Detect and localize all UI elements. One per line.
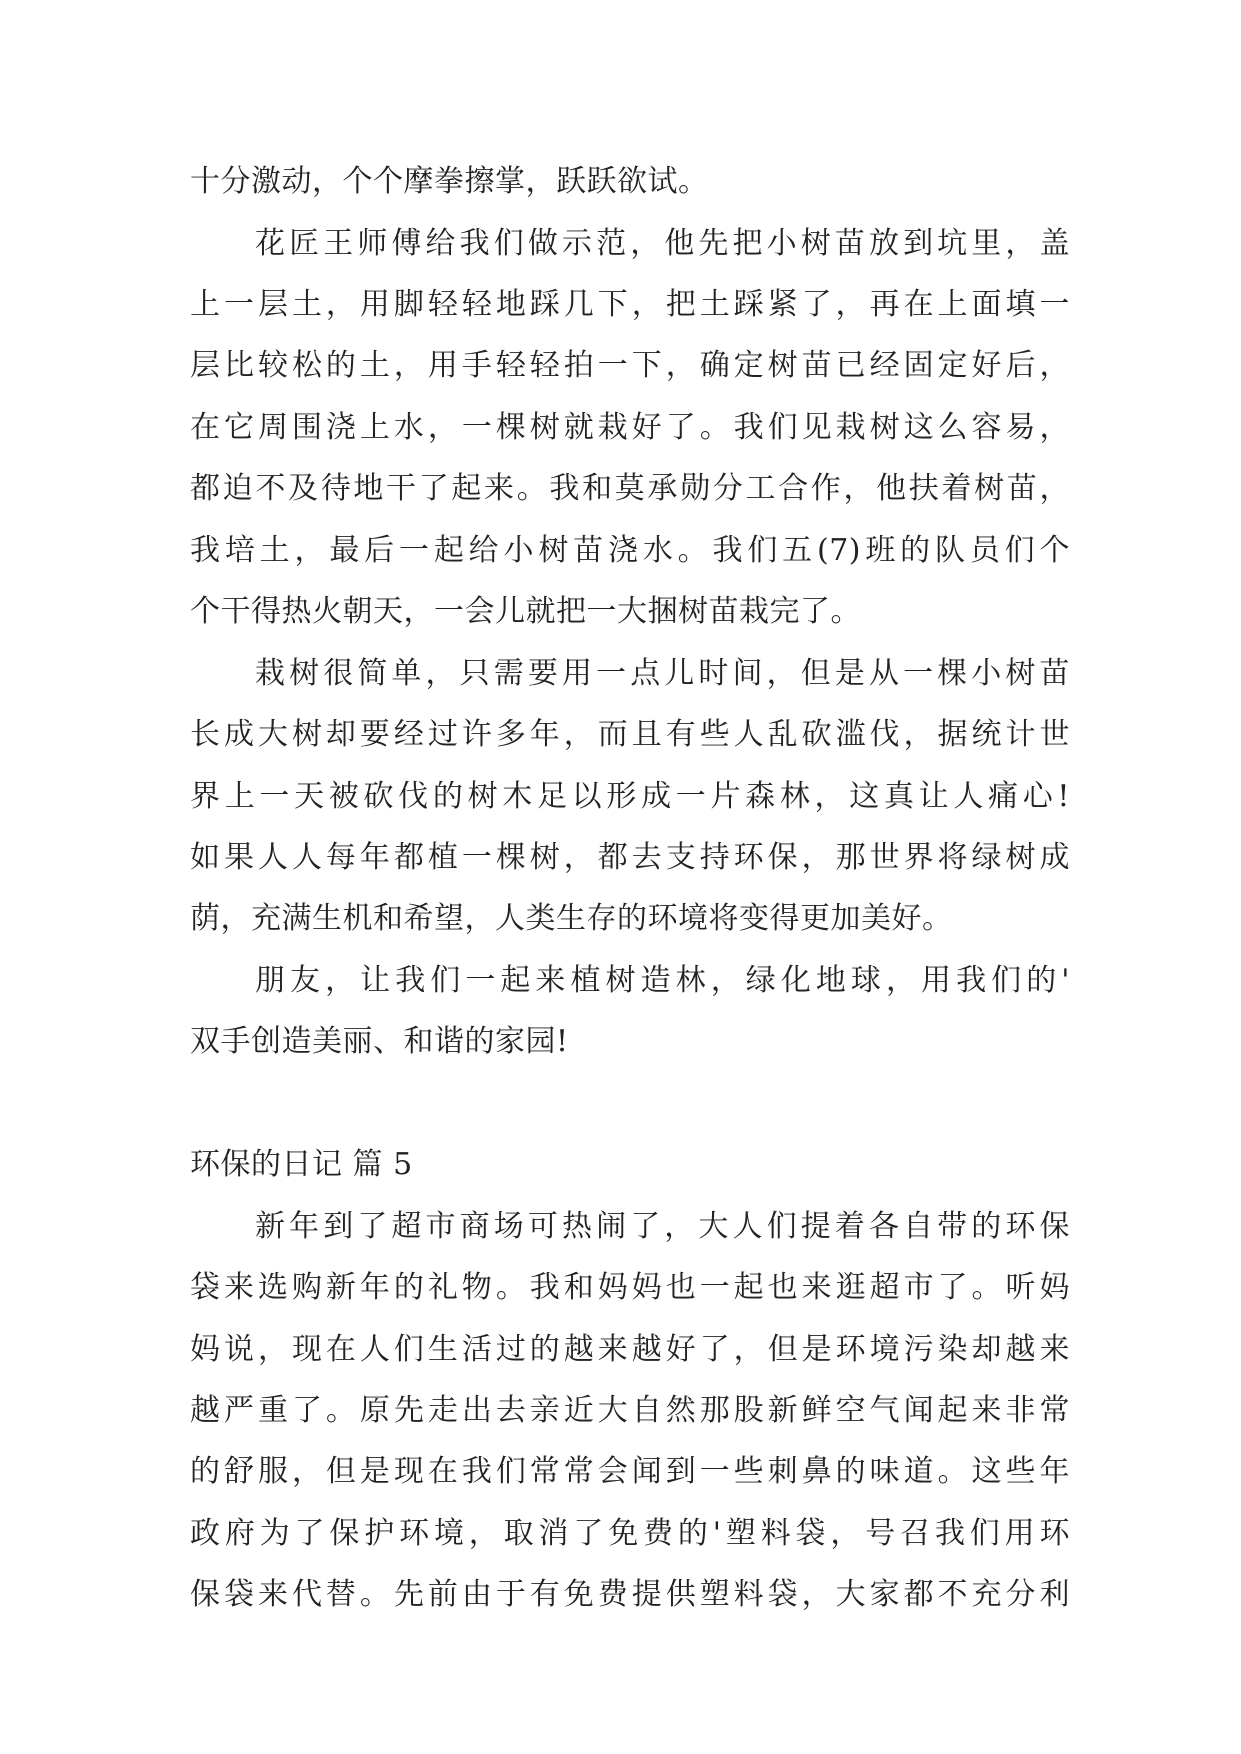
paragraph-line: 保袋来代替。先前由于有免费提供塑料袋，大家都不充分利 [190,1577,1070,1612]
paragraph-line: 长成大树却要经过许多年，而且有些人乱砍滥伐，据统计世 [190,717,1070,752]
section-heading: 环保的日记 篇 5 [190,1147,413,1182]
paragraph-line: 栽树很简单，只需要用一点儿时间，但是从一棵小树苗 [255,656,1070,691]
paragraph-line: 朋友，让我们一起来植树造林，绿化地球，用我们的' [255,963,1070,998]
paragraph-line: 上一层土，用脚轻轻地踩几下，把土踩紧了，再在上面填一 [190,287,1070,322]
paragraph-line: 花匠王师傅给我们做示范，他先把小树苗放到坑里，盖 [255,226,1070,261]
paragraph-line: 越严重了。原先走出去亲近大自然那股新鲜空气闻起来非常 [190,1393,1070,1428]
paragraph-line: 的舒服，但是现在我们常常会闻到一些刺鼻的味道。这些年 [190,1454,1070,1489]
paragraph-line: 如果人人每年都植一棵树，都去支持环保，那世界将绿树成 [190,840,1070,875]
paragraph-line: 个干得热火朝天，一会儿就把一大捆树苗栽完了。 [190,594,861,629]
paragraph-line: 政府为了保护环境，取消了免费的'塑料袋，号召我们用环 [190,1516,1070,1551]
paragraph-line: 界上一天被砍伐的树木足以形成一片森林，这真让人痛心! [190,779,1070,814]
paragraph-line: 我培土，最后一起给小树苗浇水。我们五(7)班的队员们个 [190,533,1070,568]
paragraph-line: 十分激动，个个摩拳擦掌，跃跃欲试。 [190,164,709,199]
paragraph-line: 袋来选购新年的礼物。我和妈妈也一起也来逛超市了。听妈 [190,1270,1070,1305]
paragraph-line: 双手创造美丽、和谐的家园! [190,1024,569,1059]
paragraph-line: 妈说，现在人们生活过的越来越好了，但是环境污染却越来 [190,1332,1070,1367]
paragraph-line: 层比较松的土，用手轻轻拍一下，确定树苗已经固定好后， [190,348,1070,383]
paragraph-line: 荫，充满生机和希望，人类生存的环境将变得更加美好。 [190,901,953,936]
paragraph-line: 新年到了超市商场可热闹了，大人们提着各自带的环保 [255,1209,1070,1244]
paragraph-line: 在它周围浇上水，一棵树就栽好了。我们见栽树这么容易， [190,410,1070,445]
paragraph-line: 都迫不及待地干了起来。我和莫承勋分工合作，他扶着树苗， [190,471,1070,506]
